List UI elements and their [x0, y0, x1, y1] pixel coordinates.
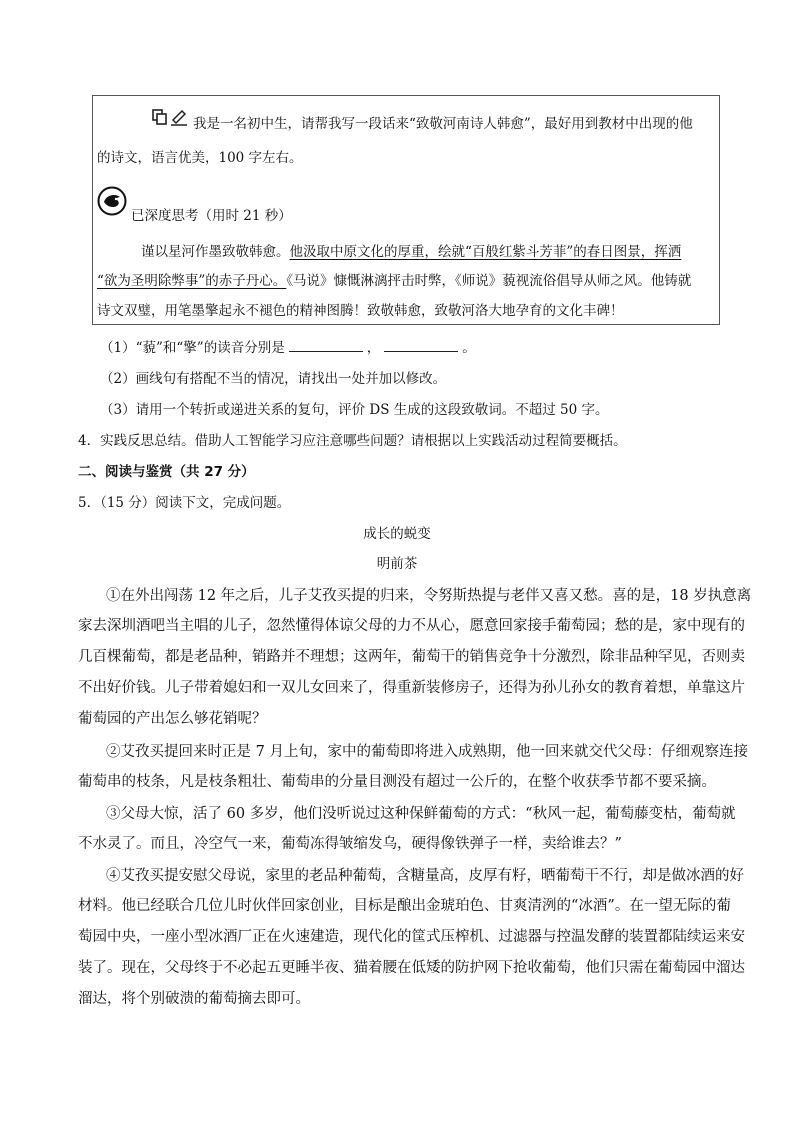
question-3: （3）请用一个转折或递进关系的复句，评价 DS 生成的这段致敬词。不超过 50 字。: [100, 402, 609, 418]
question-4: 4．实践反思总结。借助人工智能学习应注意哪些问题？请根据以上实践活动过程简要概括。: [78, 433, 627, 449]
answer-line-3: 诗文双璧，用笔墨擎起永不褪色的精神图腾！致敬韩愈，致敬河洛大地孕育的文化丰碑！: [97, 303, 624, 319]
article-line: 材料。他已经联合几位儿时伙伴回家创业，目标是酿出金琥珀色、甘爽清洌的“冰酒”。在一望无际的葡: [78, 898, 731, 914]
article-line: 装了。现在，父母终于不必起五更睡半夜、猫着腰在低矮的防护网下抢收葡萄，他们只需在葡萄园中溜达: [78, 960, 745, 976]
copy-edit-icon: [151, 108, 189, 126]
article-line: 溜达，将个别破溃的葡萄摘去即可。: [78, 991, 310, 1007]
article-line: ③父母大惊，活了 60 多岁，他们没听说过这种保鲜葡萄的方式：“秋风一起，葡萄藤变枯，葡萄就: [106, 806, 736, 822]
article-line: 萄园中央，一座小型冰酒厂正在火速建造，现代化的筐式压榨机、过滤器与控温发酵的装置都陆续运来安: [78, 929, 745, 945]
answer-text: 谨以星河作墨致敬韩愈。: [141, 244, 290, 260]
article-title: 成长的蜕变: [363, 526, 431, 542]
answer-line-2: [97, 269, 691, 289]
prompt-text-line1: 我是一名初中生，请帮我写一段话来“致敬河南诗人韩愈”，最好用到教材中出现的他: [193, 116, 693, 132]
article-line: 家去深圳酒吧当主唱的儿子，忽然懂得体谅父母的力不从心，愿意回家接手葡萄园；愁的是，家中现有的: [78, 618, 745, 634]
section-heading: 二、阅读与鉴赏（共 27 分）: [78, 464, 255, 480]
deepseek-logo-icon: [97, 186, 127, 216]
answer-text: 《马说》慷慨淋漓抨击时弊，《师说》藐视流俗倡导从师之风。他铸就: [286, 273, 692, 289]
article-line: 不出好价钱。儿子带着媳妇和一双儿女回来了，得重新装修房子，还得为孙儿孙女的教育着想，单靠这片: [78, 680, 745, 696]
prompt-text-line2: 的诗文，语言优美，100 字左右。: [97, 150, 303, 166]
question-5: 5．（15 分）阅读下文，完成问题。: [78, 495, 291, 511]
ai-chat-box: [92, 95, 720, 325]
article-line: ①在外出闯荡 12 年之后，儿子艾孜买提的归来，令努斯热提与老伴又喜又愁。喜的是，18 岁执意离: [106, 588, 752, 604]
answer-blank-2[interactable]: [384, 339, 458, 352]
underlined-sentence: 他汲取中原文化的厚重，绘就“百般红紫斗芳菲”的春日图景，挥洒: [289, 244, 682, 260]
underlined-sentence: “欲为圣明除弊事”的赤子丹心。: [97, 273, 287, 289]
article-line: 葡萄串的枝条，凡是枝条粗壮、葡萄串的分量目测没有超过一公斤的，在整个收获季节都不要采摘。: [78, 774, 716, 790]
article-line: ④艾孜买提安慰父母说，家里的老品种葡萄，含糖量高，皮厚有籽，晒葡萄干不行，却是做冰酒的好: [106, 868, 744, 884]
article-line: 不水灵了。而且，冷空气一来，葡萄冻得皱缩发乌，硬得像铁弹子一样，卖给谁去？”: [78, 836, 622, 852]
article-line: ②艾孜买提回来时正是 7 月上旬，家中的葡萄即将进入成熟期，他一回来就交代父母：仔细观察连接: [106, 744, 748, 760]
article-author: 明前茶: [376, 556, 418, 572]
question-2: （2）画线句有搭配不当的情况，请找出一处并加以修改。: [100, 371, 447, 387]
deep-think-status[interactable]: 已深度思考（用时 21 秒）: [131, 208, 292, 224]
answer-line-1: [141, 240, 681, 260]
question-1: （1）“藐”和“擎”的读音分别是 ， 。: [100, 340, 476, 356]
article-line: 几百棵葡萄，都是老品种，销路并不理想；这两年，葡萄干的销售竞争十分激烈，除非品种罕见，否则卖: [78, 649, 745, 665]
article-line: 葡萄园的产出怎么够花销呢？: [78, 711, 267, 727]
answer-blank-1[interactable]: [289, 339, 363, 352]
